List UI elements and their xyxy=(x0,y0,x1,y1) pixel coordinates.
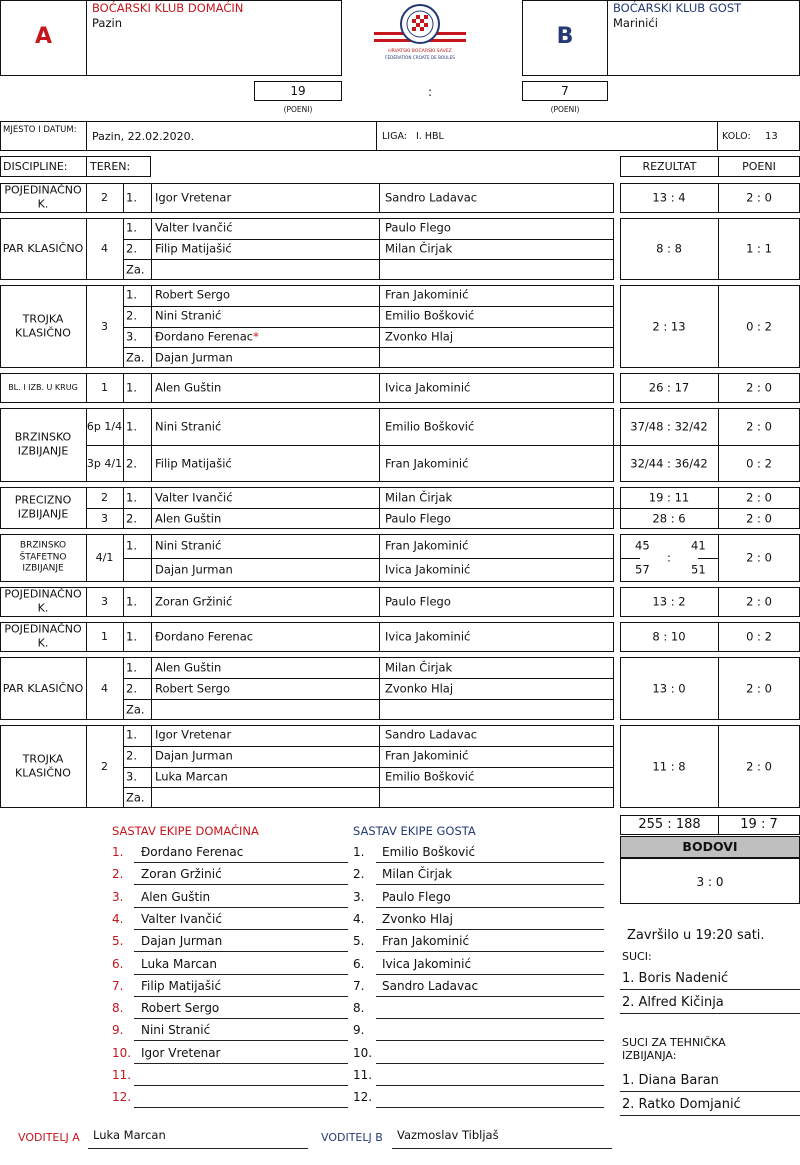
home-player: Robert Sergo xyxy=(155,287,231,302)
row-divider xyxy=(123,558,614,559)
row-number: 2. xyxy=(126,455,137,470)
total-points: 19 : 7 xyxy=(740,817,778,832)
row-number: 1. xyxy=(126,727,137,742)
points-value: 2 : 0 xyxy=(746,680,772,695)
row-divider xyxy=(620,445,800,446)
relay-home-1: 45 xyxy=(635,538,650,553)
home-player: Robert Sergo xyxy=(155,680,231,695)
home-roster-line xyxy=(134,1018,348,1019)
relay-guest-2: 51 xyxy=(691,562,706,577)
column-divider xyxy=(379,622,380,652)
points-value: 2 : 0 xyxy=(746,418,772,433)
home-roster-line xyxy=(134,1063,348,1064)
relay-divider xyxy=(698,558,719,559)
guest-roster-line xyxy=(376,1040,604,1041)
discipline-label: BRZINSKO ŠTAFETNO IZBIJANJE xyxy=(19,540,67,574)
row-divider xyxy=(123,767,614,768)
row-divider xyxy=(123,699,614,700)
row-divider xyxy=(123,306,614,307)
row-number: Za. xyxy=(126,789,145,804)
bodovi-label: BODOVI xyxy=(682,839,738,854)
row-number: 1. xyxy=(126,380,137,395)
home-player: Dajan Jurman xyxy=(155,562,233,577)
guest-points-label: (POENI) xyxy=(550,105,580,114)
points-value: 2 : 0 xyxy=(746,510,772,525)
points-value: 1 : 1 xyxy=(746,241,772,256)
column-divider xyxy=(379,373,380,403)
column-divider xyxy=(123,218,124,280)
row-number: 3. xyxy=(126,329,137,344)
home-roster-number: 1. xyxy=(112,845,124,859)
home-roster-line xyxy=(134,1085,348,1086)
column-divider xyxy=(379,657,380,720)
row-divider xyxy=(123,347,614,348)
league-label: LIGA: xyxy=(382,131,407,142)
column-divider xyxy=(151,622,152,652)
row-number: 3. xyxy=(126,769,137,784)
home-club-city: Pazin xyxy=(92,16,122,30)
guest-club-city: Marinići xyxy=(613,16,658,30)
round-value: 13 xyxy=(765,131,778,142)
guest-player: Milan Čirjak xyxy=(385,241,453,256)
points-separator: : xyxy=(428,85,433,99)
row-divider xyxy=(123,787,614,788)
court-number: 4 xyxy=(101,681,108,695)
home-roster-name: Dajan Jurman xyxy=(141,934,223,949)
points-value: 2 : 0 xyxy=(746,190,772,205)
guest-player: Paulo Flego xyxy=(385,510,451,525)
court-number: 2 xyxy=(101,759,108,773)
home-player: Zoran Gržinić xyxy=(155,594,233,609)
points-value: 2 : 0 xyxy=(746,594,772,609)
home-roster-number: 2. xyxy=(112,867,124,882)
guest-club-title: BOĆARSKI KLUB GOST xyxy=(613,1,742,15)
judges-label: SUCI: xyxy=(622,950,652,963)
guest-player: Ivica Jakominić xyxy=(385,562,471,577)
bodovi-value: 3 : 0 xyxy=(696,875,724,889)
guest-roster-line xyxy=(376,974,604,975)
star-mark: * xyxy=(253,329,259,344)
column-divider xyxy=(379,183,380,213)
home-player: Valter Ivančić xyxy=(155,489,233,504)
row-number: 1. xyxy=(126,220,137,235)
finish-time: Završilo u 19:20 sati. xyxy=(627,928,765,943)
home-roster-line xyxy=(134,1107,348,1108)
column-divider xyxy=(123,587,124,617)
row-divider xyxy=(123,239,614,240)
home-roster-number: 4. xyxy=(112,911,124,926)
home-roster-line xyxy=(134,974,348,975)
judge-1: 1. Boris Nadenić xyxy=(622,971,729,986)
guest-roster-name: Zvonko Hlaj xyxy=(382,911,453,926)
court-number: 3 xyxy=(101,595,108,609)
home-player: Igor Vretenar xyxy=(155,190,232,205)
guest-player: Zvonko Hlaj xyxy=(385,680,454,695)
discipline-label: POJEDINAČNO K. xyxy=(4,587,82,615)
discipline-label: PAR KLASIČNO xyxy=(2,241,84,255)
home-club-title: BOĆARSKI KLUB DOMAĆIN xyxy=(92,1,244,15)
guest-player: Fran Jakominić xyxy=(385,455,469,470)
row-divider xyxy=(620,508,800,509)
place-label: MJESTO I DATUM: xyxy=(3,125,77,135)
home-roster-name: Igor Vretenar xyxy=(141,1045,221,1060)
guest-points: 7 xyxy=(561,84,569,98)
place-value: Pazin, 22.02.2020. xyxy=(92,130,195,143)
home-roster-name: Zoran Gržinić xyxy=(141,867,222,882)
court-number: 2 xyxy=(101,490,108,504)
leader-b-label: VODITELJ B xyxy=(321,1131,383,1144)
tech-judges-label: SUCI ZA TEHNIČKA IZBIJANJA: xyxy=(622,1036,726,1063)
home-player: Igor Vretenar xyxy=(155,727,232,742)
points-value: 0 : 2 xyxy=(746,629,772,644)
column-divider xyxy=(151,183,152,213)
tech-judge-1: 1. Diana Baran xyxy=(622,1073,719,1088)
guest-player: Paulo Flego xyxy=(385,220,451,235)
home-roster-name: Đordano Ferenac xyxy=(141,845,244,859)
home-roster-line xyxy=(134,996,348,997)
home-roster-line xyxy=(134,884,348,885)
discipline-label: BRZINSKO IZBIJANJE xyxy=(14,430,72,458)
row-divider xyxy=(123,327,614,328)
leader-b-value: Vazmoslav Tibljaš xyxy=(397,1128,499,1142)
guest-roster-name: Emilio Bošković xyxy=(382,845,476,859)
row-number: 2. xyxy=(126,241,137,256)
guest-roster-line xyxy=(376,907,604,908)
guest-roster-line xyxy=(376,862,604,863)
home-roster-name: Robert Sergo xyxy=(141,1001,220,1016)
row-number: 1. xyxy=(126,287,137,302)
home-points: 19 xyxy=(290,84,306,98)
court-number: 1 xyxy=(101,630,108,644)
home-player: Filip Matijašić xyxy=(155,241,232,256)
row-number: 1. xyxy=(126,190,137,205)
home-roster-name: Filip Matijašić xyxy=(141,978,222,993)
points-value: 0 : 2 xyxy=(746,455,772,470)
home-roster-name: Valter Ivančić xyxy=(141,911,222,926)
row-number: 1. xyxy=(126,659,137,674)
discipline-label: POJEDINAČNO K. xyxy=(4,183,82,211)
home-player: Filip Matijašić xyxy=(155,455,232,470)
home-roster-name: Nini Stranić xyxy=(141,1023,211,1038)
league-value: I. HBL xyxy=(416,131,444,142)
home-player: Nini Stranić xyxy=(155,538,222,553)
discipline-label: BL. I IZB. U KRUG xyxy=(8,382,78,392)
guest-roster-line xyxy=(376,951,604,952)
guest-roster-line xyxy=(376,884,604,885)
result-value: 13 : 2 xyxy=(652,594,686,609)
discipline-label: TROJKA KLASIČNO xyxy=(15,752,71,780)
home-roster-number: 12. xyxy=(112,1090,132,1105)
result-value: 28 : 6 xyxy=(652,510,686,525)
home-roster-number: 10. xyxy=(112,1045,132,1060)
relay-home-2: 57 xyxy=(635,562,650,577)
relay-separator: : xyxy=(667,550,671,565)
guest-roster-number: 7. xyxy=(353,978,365,993)
guest-roster-title: SASTAV EKIPE GOSTA xyxy=(353,824,476,838)
home-roster-number: 8. xyxy=(112,1001,124,1016)
home-player: Nini Stranić xyxy=(155,308,222,323)
home-roster-number: 5. xyxy=(112,934,124,949)
guest-roster-number: 4. xyxy=(353,911,365,926)
row-number: Za. xyxy=(126,349,145,364)
row-divider xyxy=(123,678,614,679)
row-number: 2. xyxy=(126,748,137,763)
guest-roster-name: Sandro Ladavac xyxy=(382,978,479,993)
row-number: 2. xyxy=(126,308,137,323)
court-number: 3p 4/1 xyxy=(86,456,123,470)
tech-judge-2: 2. Ratko Domjanić xyxy=(622,1097,741,1112)
guest-player: Sandro Ladavac xyxy=(385,190,478,205)
guest-roster-line xyxy=(376,1085,604,1086)
points-value: 2 : 0 xyxy=(746,550,772,565)
row-number: 1. xyxy=(126,418,137,433)
judge-2: 2. Alfred Kičinja xyxy=(622,995,724,1010)
guest-player: Emilio Bošković xyxy=(385,418,475,433)
row-divider xyxy=(123,746,614,747)
row-divider xyxy=(123,259,614,260)
row-number: 2. xyxy=(126,680,137,695)
home-roster-line xyxy=(134,929,348,930)
home-player: Đordano Ferenac* xyxy=(155,329,259,344)
home-roster-number: 9. xyxy=(112,1023,124,1038)
guest-player: Fran Jakominić xyxy=(385,748,469,763)
guest-roster-name: Paulo Flego xyxy=(382,889,451,904)
guest-player: Ivica Jakominić xyxy=(385,629,471,644)
home-player: Đordano Ferenac xyxy=(155,629,254,644)
guest-roster-line xyxy=(376,929,604,930)
home-roster-line xyxy=(134,1040,348,1041)
round-label: KOLO: xyxy=(722,131,751,142)
guest-roster-number: 6. xyxy=(353,956,365,971)
column-divider xyxy=(151,373,152,403)
relay-divider xyxy=(620,558,640,559)
leader-a-label: VODITELJ A xyxy=(18,1131,80,1144)
guest-player: Milan Čirjak xyxy=(385,489,453,504)
guest-roster-number: 2. xyxy=(353,867,365,882)
home-player: Valter Ivančić xyxy=(155,220,233,235)
guest-roster-number: 11. xyxy=(353,1068,373,1082)
row-number: 1. xyxy=(126,629,137,644)
guest-player: Zvonko Hlaj xyxy=(385,329,454,344)
guest-player: Fran Jakominić xyxy=(385,538,469,553)
court-number: 1 xyxy=(101,381,108,395)
result-value: 13 : 0 xyxy=(652,680,686,695)
guest-roster-line xyxy=(376,1063,604,1064)
discipline-label: PRECIZNO IZBIJANJE xyxy=(14,493,72,521)
result-value: 19 : 11 xyxy=(648,489,690,504)
result-value: 32/44 : 36/42 xyxy=(630,455,708,470)
home-letter: A xyxy=(34,24,53,49)
home-roster-name: Alen Guštin xyxy=(141,889,211,904)
court-number: 3 xyxy=(101,511,108,525)
home-roster-number: 7. xyxy=(112,978,124,993)
home-player: Dajan Jurman xyxy=(155,748,233,763)
result-value: 26 : 17 xyxy=(648,380,690,395)
relay-guest-1: 41 xyxy=(691,538,706,553)
result-value: 13 : 4 xyxy=(652,190,686,205)
home-player: Nini Stranić xyxy=(155,418,222,433)
svg-text:HRVATSKI BOĆARSKI SAVEZ: HRVATSKI BOĆARSKI SAVEZ xyxy=(388,49,452,54)
guest-player: Milan Čirjak xyxy=(385,659,453,674)
guest-roster-number: 1. xyxy=(353,845,365,859)
row-number: 2. xyxy=(126,510,137,525)
column-divider xyxy=(151,657,152,720)
points-value: 2 : 0 xyxy=(746,758,772,773)
row-number: 1. xyxy=(126,538,137,553)
column-divider xyxy=(123,657,124,720)
result-value: 2 : 13 xyxy=(652,318,686,333)
row-number: 1. xyxy=(126,489,137,504)
guest-roster-number: 5. xyxy=(353,934,365,949)
points-value: 0 : 2 xyxy=(746,318,772,333)
column-divider xyxy=(379,587,380,617)
court-number: 3 xyxy=(101,319,108,333)
guest-roster-line xyxy=(376,996,604,997)
guest-roster-number: 10. xyxy=(353,1045,373,1060)
court-number: 2 xyxy=(101,191,108,205)
guest-roster-line xyxy=(376,1018,604,1019)
result-value: 37/48 : 32/42 xyxy=(630,418,708,433)
guest-roster-line xyxy=(376,1107,604,1108)
federation-logo xyxy=(372,2,468,64)
column-divider xyxy=(123,373,124,403)
discipline-label: PAR KLASIČNO xyxy=(2,681,84,695)
column-divider xyxy=(123,183,124,213)
points-value: 2 : 0 xyxy=(746,380,772,395)
court-number: 4 xyxy=(101,242,108,256)
result-value: 11 : 8 xyxy=(652,758,686,773)
home-player: Alen Guštin xyxy=(155,380,222,395)
guest-player: Fran Jakominić xyxy=(385,287,469,302)
home-roster-line xyxy=(134,951,348,952)
column-divider xyxy=(151,218,152,280)
home-roster-number: 6. xyxy=(112,956,124,971)
row-number: Za. xyxy=(126,701,145,716)
home-player: Alen Guštin xyxy=(155,510,222,525)
home-roster-line xyxy=(134,862,348,863)
points-value: 2 : 0 xyxy=(746,489,772,504)
guest-player: Paulo Flego xyxy=(385,594,451,609)
row-number: Za. xyxy=(126,261,145,276)
total-result: 255 : 188 xyxy=(638,817,701,832)
result-value: 8 : 8 xyxy=(656,241,682,256)
discipline-label: TROJKA KLASIČNO xyxy=(15,312,71,340)
discipline-label: POJEDINAČNO K. xyxy=(4,622,82,650)
home-roster-name: Luka Marcan xyxy=(141,956,217,971)
home-roster-title: SASTAV EKIPE DOMAĆINA xyxy=(112,824,259,838)
court-number: 4/1 xyxy=(95,551,114,565)
home-player: Alen Guštin xyxy=(155,659,222,674)
column-divider xyxy=(379,218,380,280)
guest-player: Emilio Bošković xyxy=(385,308,475,323)
svg-text:FÉDÉRATION CROATE DE BOULES: FÉDÉRATION CROATE DE BOULES xyxy=(385,55,455,60)
result-value: 8 : 10 xyxy=(652,629,686,644)
guest-roster-number: 12. xyxy=(353,1090,373,1105)
column-divider xyxy=(123,622,124,652)
guest-roster-number: 8. xyxy=(353,1001,365,1016)
guest-roster-name: Fran Jakominić xyxy=(382,934,470,949)
guest-player: Emilio Bošković xyxy=(385,769,475,784)
leader-a-value: Luka Marcan xyxy=(93,1128,166,1142)
guest-player: Sandro Ladavac xyxy=(385,727,478,742)
guest-roster-number: 9. xyxy=(353,1023,365,1038)
row-number: 1. xyxy=(126,594,137,609)
home-player: Dajan Jurman xyxy=(155,349,233,364)
court-number: 6p 1/4 xyxy=(86,419,123,433)
home-points-label: (POENI) xyxy=(283,105,313,114)
guest-roster-name: Milan Čirjak xyxy=(382,867,453,882)
guest-letter: B xyxy=(556,24,574,49)
home-roster-number: 11. xyxy=(112,1068,132,1082)
home-roster-line xyxy=(134,907,348,908)
home-player: Luka Marcan xyxy=(155,769,228,784)
guest-roster-number: 3. xyxy=(353,889,365,904)
column-divider xyxy=(151,587,152,617)
guest-player: Ivica Jakominić xyxy=(385,380,471,395)
home-roster-number: 3. xyxy=(112,889,124,904)
guest-roster-name: Ivica Jakominić xyxy=(382,956,472,971)
